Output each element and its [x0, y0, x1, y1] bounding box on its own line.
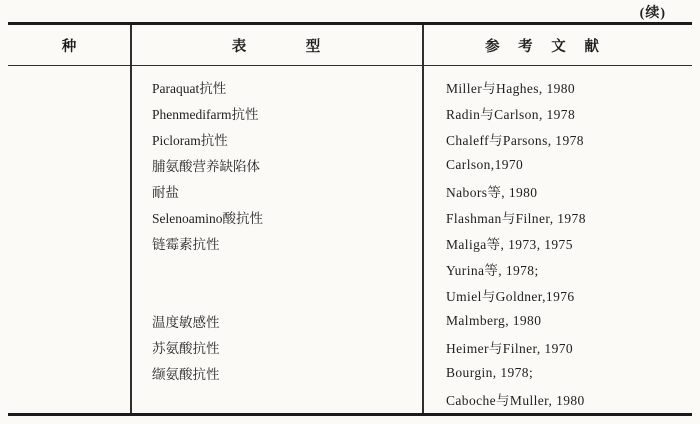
- reference-cell: Caboche与Muller, 1980: [446, 393, 585, 408]
- table-row: [8, 178, 692, 204]
- table-row: [8, 126, 692, 152]
- phenotype-cell: 温度敏感性: [152, 315, 220, 330]
- reference-cell: Flashman与Filner, 1978: [446, 211, 586, 226]
- reference-cell: Malmberg, 1980: [446, 313, 542, 328]
- table-row: [8, 230, 692, 256]
- phenotype-cell: 链霉素抗性: [152, 237, 220, 252]
- phenotype-cell: 脯氨酸营养缺陷体: [152, 159, 260, 174]
- reference-cell: Carlson,1970: [446, 157, 524, 172]
- header-phenotype: 表 型: [231, 38, 321, 55]
- table-row: [8, 386, 692, 412]
- table-row: [8, 152, 692, 178]
- reference-cell: Maliga等, 1973, 1975: [446, 237, 573, 252]
- reference-cell: Radin与Carlson, 1978: [446, 107, 576, 122]
- reference-cell: Miller与Haghes, 1980: [446, 81, 576, 96]
- table-row: [8, 360, 692, 386]
- table-row: [8, 74, 692, 100]
- header-reference: 参 考 文 献: [485, 38, 599, 55]
- table-body: [8, 66, 692, 412]
- reference-cell: Bourgin, 1978;: [446, 365, 534, 380]
- phenotype-cell: Picloram抗性: [152, 133, 228, 148]
- phenotype-cell: 耐盐: [152, 185, 179, 200]
- phenotype-cell: 缬氨酸抗性: [152, 367, 220, 382]
- table-row: [8, 282, 692, 308]
- reference-cell: Chaleff与Parsons, 1978: [446, 133, 584, 148]
- table-row: [8, 308, 692, 334]
- table-row: [8, 204, 692, 230]
- table-row: [8, 256, 692, 282]
- table-row: [8, 100, 692, 126]
- table-row: [8, 334, 692, 360]
- reference-cell: Umiel与Goldner,1976: [446, 289, 575, 304]
- reference-table: [8, 22, 692, 416]
- reference-cell: Heimer与Filner, 1970: [446, 341, 574, 356]
- column-divider-2: [422, 25, 424, 413]
- continuation-label: (续): [639, 6, 666, 21]
- phenotype-cell: Selenoamino酸抗性: [152, 211, 263, 226]
- phenotype-cell: 苏氨酸抗性: [152, 341, 220, 356]
- reference-cell: Nabors等, 1980: [446, 185, 538, 200]
- phenotype-cell: Paraquat抗性: [152, 81, 227, 96]
- reference-cell: Yurina等, 1978;: [446, 263, 539, 278]
- header-species: 种: [61, 38, 77, 55]
- column-divider-1: [130, 25, 132, 413]
- phenotype-cell: Phenmedifarm抗性: [152, 107, 259, 122]
- table-header-row: [8, 25, 692, 66]
